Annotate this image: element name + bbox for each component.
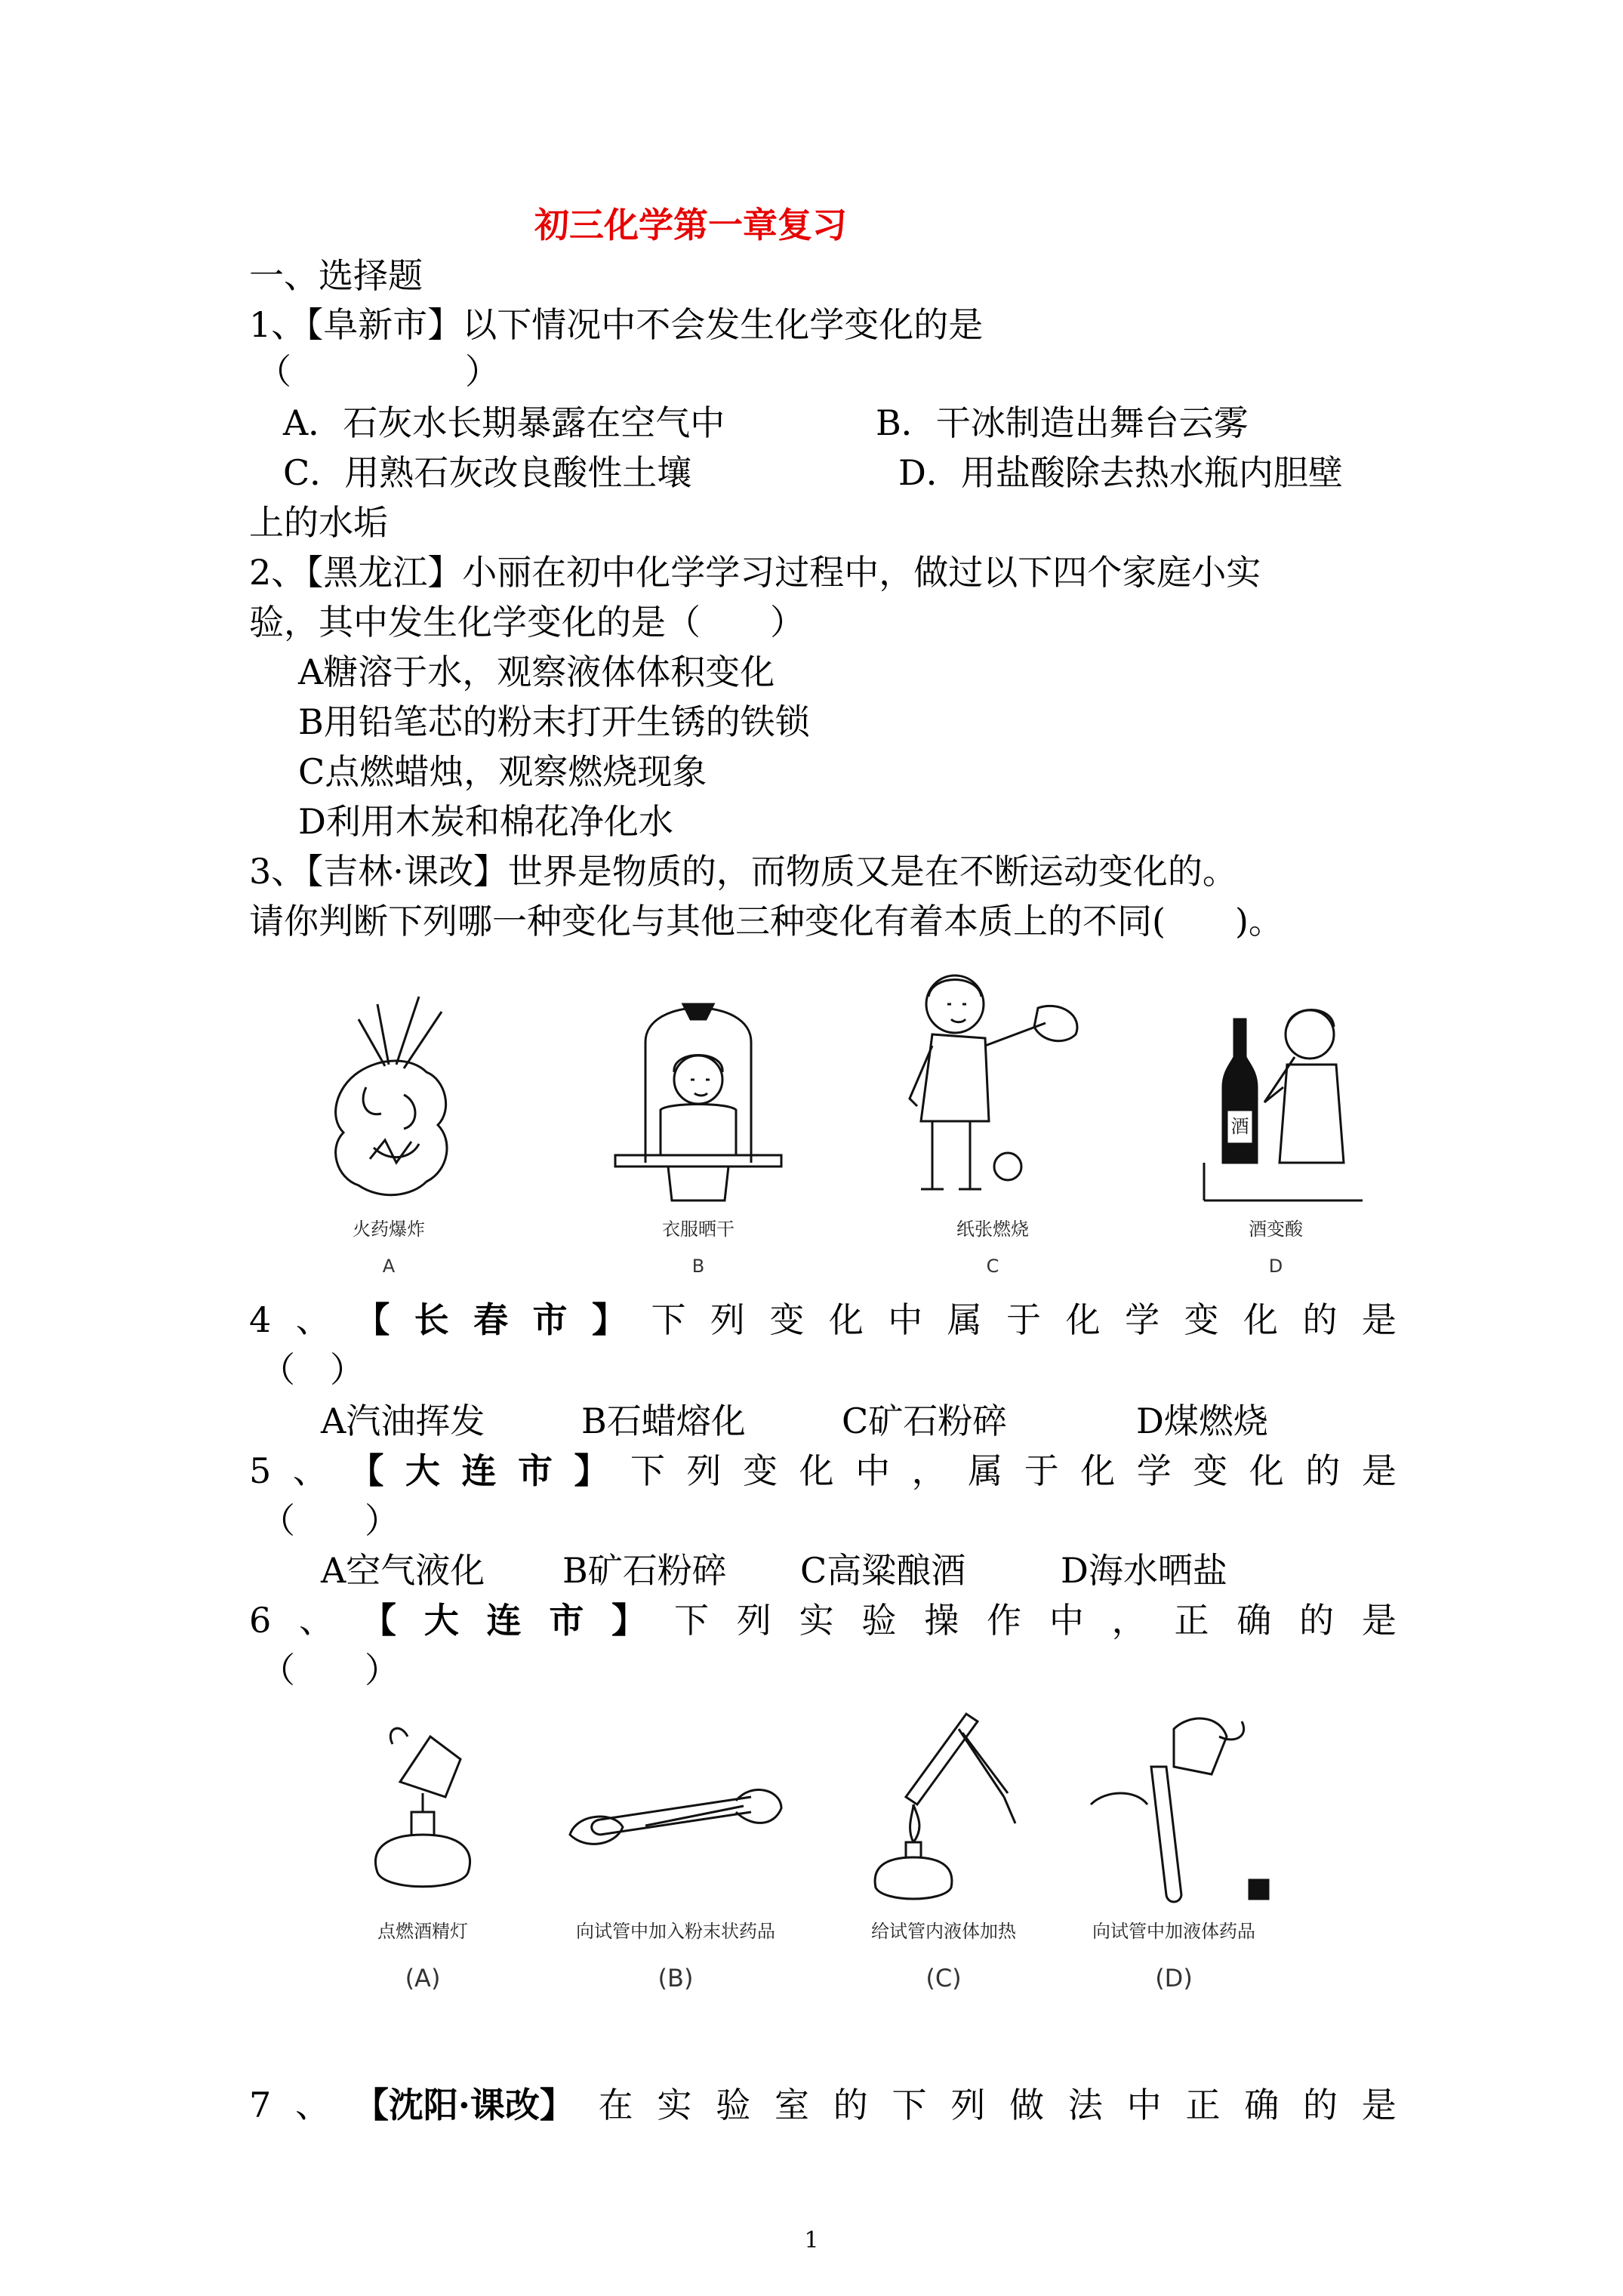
q7-stem-char: 7	[249, 2085, 272, 2125]
q4-stem-char: 列	[710, 1299, 745, 1340]
q3-figure-b	[593, 974, 804, 1277]
q6-figure-c	[834, 1699, 1053, 1992]
q7-stem-char: 实	[657, 2085, 692, 2125]
q2-option-a: A糖溶于水，观察液体体积变化	[298, 652, 775, 692]
q6-stem-char: 正	[1174, 1600, 1209, 1641]
q5-stem-char: 化	[1249, 1450, 1284, 1491]
q7-stem-char: 验	[716, 2085, 751, 2125]
q7-stem-char: 正	[1185, 2085, 1221, 2125]
q3-figure-b-letter: B	[691, 1256, 705, 1277]
q6-stem-char: 列	[736, 1600, 771, 1641]
q6-figure-d	[1057, 1699, 1291, 1992]
q6-stem-char: 连	[486, 1600, 522, 1641]
q6-blank: （ ）	[260, 1650, 399, 1690]
q4-stem-char: 变	[1184, 1299, 1219, 1340]
q7-stem	[249, 2082, 1397, 2128]
q4-stem-char: 春	[473, 1299, 509, 1340]
q5-stem-char: 下	[630, 1450, 665, 1491]
q3-figure-c-caption: 纸张燃烧	[956, 1219, 1029, 1240]
q4-stem	[249, 1297, 1397, 1342]
q7-stem-char: 的	[833, 2085, 868, 2125]
q4-stem-char: 于	[1006, 1299, 1042, 1340]
q6-stem-char: 6	[249, 1600, 272, 1641]
q5-option-c: C高粱酿酒	[800, 1550, 966, 1591]
q4-stem-char: 化	[1243, 1299, 1278, 1340]
adding-powder-illustration	[555, 1714, 796, 1910]
q4-stem-char: 、	[295, 1299, 331, 1340]
q7-stem-char: 做	[1009, 2085, 1045, 2125]
q7-stem-char: 列	[950, 2085, 986, 2125]
q7-stem-char: 、	[295, 2085, 331, 2125]
q1-option-a: A．石灰水长期暴露在空气中	[283, 402, 725, 443]
drying-clothes-illustration	[600, 974, 796, 1208]
q1-option-d-continued: 上的水垢	[249, 502, 388, 543]
q6-stem-char: 大	[423, 1600, 459, 1641]
q1-option-b: B．干冰制造出舞台云雾	[876, 402, 1249, 443]
q4-stem-char: 4	[249, 1299, 272, 1340]
q6-stem-char: 下	[673, 1600, 709, 1641]
q5-stem-char: 【	[349, 1450, 384, 1491]
q6-figure-b	[540, 1714, 812, 1992]
q2-option-c: C点燃蜡烛，观察燃烧现象	[298, 751, 707, 792]
q4-stem-char: 】	[592, 1299, 627, 1340]
q4-stem-char: 属	[947, 1299, 982, 1340]
q3-figure-a-letter: A	[382, 1256, 396, 1277]
q5-stem	[249, 1448, 1397, 1493]
q4-stem-char: 化	[1065, 1299, 1101, 1340]
q7-stem-char: 下	[892, 2085, 927, 2125]
section-heading: 一、选择题	[249, 255, 423, 296]
q5-option-d: D海水晒盐	[1061, 1550, 1227, 1591]
q3-figure-a	[294, 982, 483, 1277]
q3-figure-c-letter: C	[986, 1256, 999, 1277]
q6-figure-b-caption: 向试管中加入粉末状药品	[576, 1921, 775, 1942]
q6-stem-char: 操	[924, 1600, 959, 1641]
q4-stem-char: 变	[769, 1299, 805, 1340]
q7-stem-source: 【沈阳·课改】	[353, 2085, 574, 2125]
q5-stem-char: 中	[855, 1450, 891, 1491]
alcohol-lamp-lighting-illustration	[340, 1714, 506, 1910]
q6-figure-a-caption: 点燃酒精灯	[377, 1921, 468, 1942]
q3-figure-a-caption: 火药爆炸	[353, 1219, 425, 1240]
q5-stem-char: 、	[292, 1450, 328, 1491]
q5-stem-char: 化	[799, 1450, 834, 1491]
q5-stem-char: 大	[405, 1450, 440, 1491]
q6-stem-char: 的	[1299, 1600, 1335, 1641]
q1-stem: 1、【阜新市】以下情况中不会发生化学变化的是	[249, 304, 984, 345]
q1-option-d: D．用盐酸除去热水瓶内胆壁	[898, 452, 1343, 493]
q4-option-c: C矿石粉碎	[842, 1401, 1008, 1441]
q4-stem-char: 学	[1125, 1299, 1160, 1340]
wine-souring-illustration	[1181, 982, 1370, 1208]
q3-figure-b-caption: 衣服晒干	[662, 1219, 735, 1240]
q5-stem-char: 学	[1136, 1450, 1172, 1491]
q6-stem-char: 市	[549, 1600, 584, 1641]
page-number: 1	[804, 2227, 819, 2254]
q4-option-d: D煤燃烧	[1136, 1401, 1268, 1441]
q4-stem-char: 化	[828, 1299, 864, 1340]
q6-stem	[249, 1598, 1397, 1643]
q5-stem-char: 5	[249, 1450, 272, 1491]
q6-stem-char: 【	[361, 1600, 396, 1641]
q5-stem-char: 列	[686, 1450, 722, 1491]
q5-stem-char: 】	[574, 1450, 609, 1491]
q3-stem-line1: 3、【吉林·课改】世界是物质的，而物质又是在不断运动变化的。	[249, 851, 1237, 892]
q5-stem-char: 于	[1024, 1450, 1059, 1491]
q6-figure-c-letter: (C)	[925, 1964, 962, 1992]
q3-stem-line2: 请你判断下列哪一种变化与其他三种变化有着本质上的不同( )。	[249, 901, 1283, 942]
q5-option-a: A空气液化	[321, 1550, 485, 1591]
q6-stem-char: 是	[1361, 1600, 1397, 1641]
q6-figure-d-letter: (D)	[1155, 1964, 1193, 1992]
wine-bottle-label: 酒	[1230, 1116, 1249, 1137]
q5-stem-char: 的	[1305, 1450, 1341, 1491]
q7-stem-char: 中	[1126, 2085, 1162, 2125]
q2-stem-line1: 2、【黑龙江】小丽在初中化学学习过程中，做过以下四个家庭小实	[249, 552, 1261, 593]
q6-figure-d-caption: 向试管中加液体药品	[1092, 1921, 1255, 1942]
q6-stem-char: 、	[299, 1600, 334, 1641]
q7-stem-char: 法	[1067, 2085, 1103, 2125]
q7-stem-char: 确	[1244, 2085, 1280, 2125]
q4-option-a: A汽油挥发	[321, 1401, 485, 1441]
q5-stem-char: 化	[1080, 1450, 1116, 1491]
q6-figure-b-letter: (B)	[658, 1964, 694, 1992]
q7-stem-char: 的	[1303, 2085, 1338, 2125]
q5-stem-char: 市	[517, 1450, 553, 1491]
q6-stem-char: 作	[987, 1600, 1022, 1641]
q6-stem-char: 验	[861, 1600, 897, 1641]
q4-option-b: B石蜡熔化	[581, 1401, 746, 1441]
q4-stem-char: 【	[355, 1299, 390, 1340]
q5-stem-char: 属	[968, 1450, 1003, 1491]
q4-stem-char: 的	[1302, 1299, 1338, 1340]
q4-blank: （ ）	[260, 1349, 365, 1390]
q6-figure-a-letter: (A)	[405, 1964, 441, 1992]
q3-figure-c	[883, 963, 1102, 1277]
q5-stem-char: 连	[461, 1450, 497, 1491]
q2-option-d: D利用木炭和棉花净化水	[298, 801, 673, 842]
q4-stem-char: 是	[1361, 1299, 1397, 1340]
page-title: 初三化学第一章复习	[534, 205, 847, 245]
q5-stem-char: ，	[911, 1450, 947, 1491]
q1-blank: （ ）	[257, 351, 500, 392]
q2-option-b: B用铅笔芯的粉末打开生锈的铁锁	[298, 701, 810, 742]
q4-stem-char: 长	[414, 1299, 449, 1340]
q6-stem-char: 实	[799, 1600, 834, 1641]
q5-option-b: B矿石粉碎	[562, 1550, 727, 1591]
q6-figure-a	[325, 1714, 521, 1992]
q7-stem-char: 是	[1361, 2085, 1397, 2125]
adding-liquid-illustration	[1061, 1699, 1287, 1910]
q6-stem-char: ，	[1111, 1600, 1147, 1641]
q7-stem-char: 室	[774, 2085, 809, 2125]
q3-figure-d-caption: 酒变酸	[1249, 1219, 1303, 1240]
q4-stem-char: 市	[532, 1299, 568, 1340]
q2-stem-line2: 验，其中发生化学变化的是（ ）	[249, 602, 805, 643]
q6-stem-char: 确	[1236, 1600, 1272, 1641]
heating-liquid-illustration	[853, 1699, 1034, 1910]
q3-figure-d-letter: D	[1268, 1256, 1283, 1277]
burning-paper-illustration	[887, 963, 1098, 1208]
q6-stem-char: 】	[611, 1600, 647, 1641]
q4-stem-char: 下	[651, 1299, 686, 1340]
q6-figure-c-caption: 给试管内液体加热	[871, 1921, 1016, 1942]
explosion-illustration	[313, 982, 464, 1208]
q1-option-c: C．用熟石灰改良酸性土壤	[283, 452, 692, 493]
q7-stem-char: 在	[598, 2085, 633, 2125]
q3-figure-d	[1178, 982, 1374, 1277]
q6-stem-char: 中	[1049, 1600, 1084, 1641]
q5-stem-char: 是	[1361, 1450, 1397, 1491]
q5-blank: （ ）	[260, 1500, 399, 1541]
q5-stem-char: 变	[743, 1450, 778, 1491]
q5-stem-char: 变	[1193, 1450, 1228, 1491]
q4-stem-char: 中	[888, 1299, 923, 1340]
